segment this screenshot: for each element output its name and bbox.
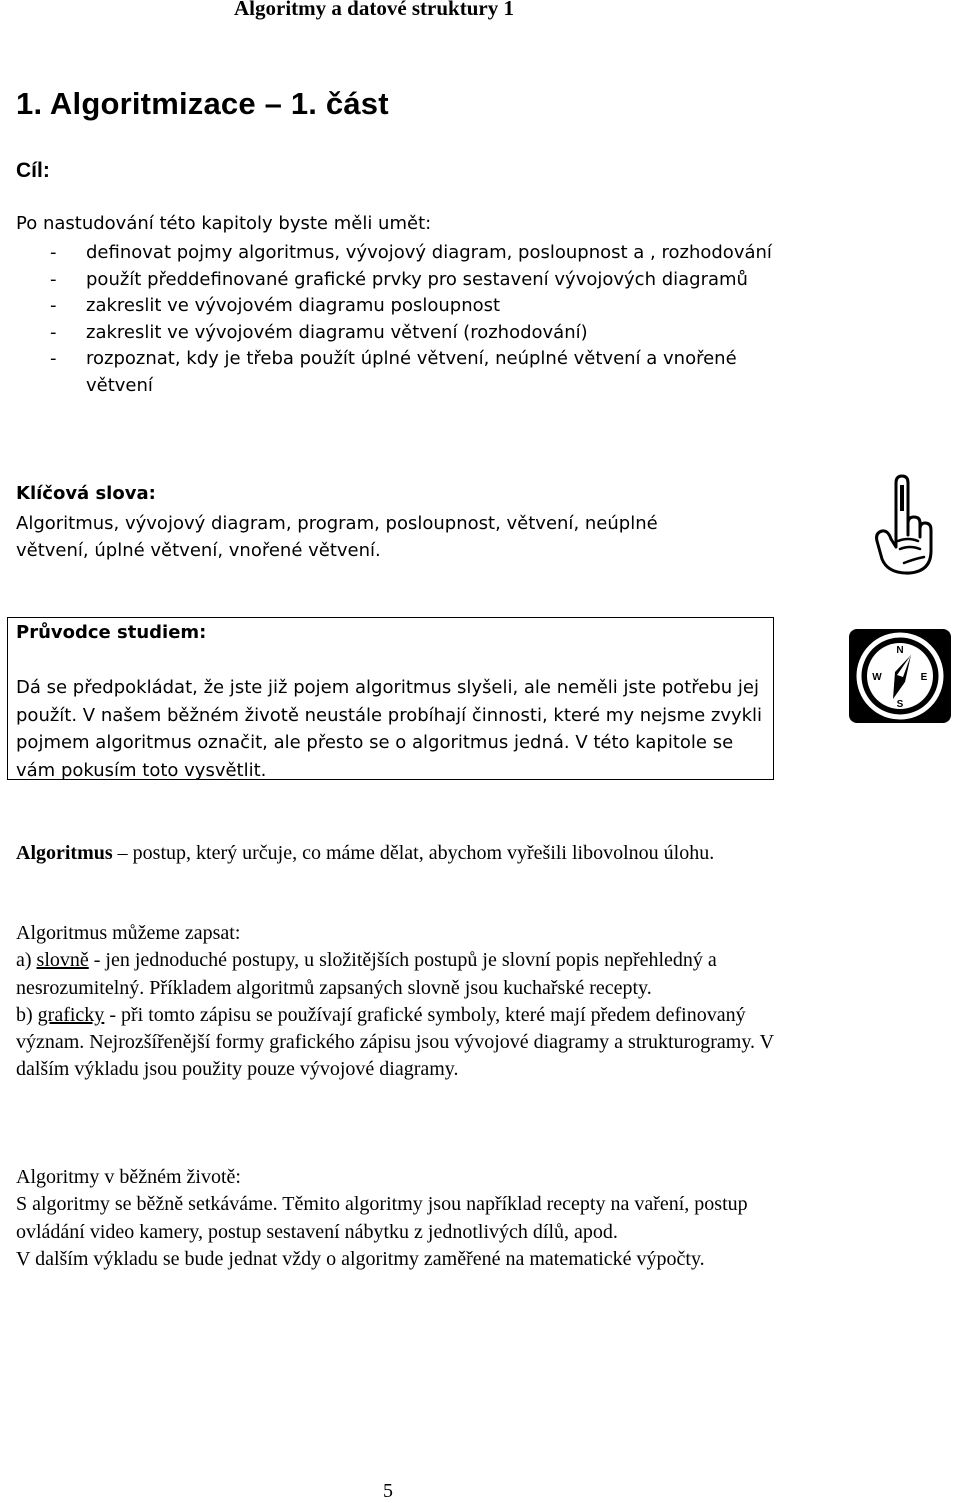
option-b-prefix: b) [16,1003,38,1026]
goal-item-text: zakreslit ve vývojovém diagramu větvení (rozhodování) [86,321,588,343]
goal-item: - definovat pojmy algoritmus, vývojový diagram, posloupnost a , rozhodování [50,242,772,263]
goal-item: - použít předdefinované grafické prvky pro sestavení vývojových diagramů [50,268,748,290]
compass-letter: S [896,699,904,710]
writing-option-a [16,947,776,1002]
compass-icon [847,627,953,725]
definition-text: – postup, který určuje, co máme dělat, abychom vyřešili libovolnou úlohu. [112,842,715,864]
goal-list [0,240,800,400]
writing-option-b [16,1002,776,1084]
goal-item: - zakreslit ve vývojovém diagramu větvení (rozhodování) [50,321,588,343]
study-guide-text: Dá se předpokládat, že jste již pojem algoritmus slyšeli, ale neměli jste potřebu jej použít. V našem běžném životě neustále probíhají činnosti, které my nejsme zvykli pojmem algoritmus označit, ale přesto se o algoritmus jedná. V této kapitole se vám pokusím toto vysvětlit. [16,677,763,781]
everyday-heading: Algoritmy v běžném životě: [16,1166,241,1188]
option-a-prefix: a) [16,949,37,972]
option-a-text: - jen jednoduché postupy, u složitějších postupů je slovní popis nepřehledný a nesrozumitelný. Příkladem algoritmů zapsaných slovně jsou kuchařské recepty. [16,949,717,999]
everyday-paragraph-1: S algoritmy se běžně setkáváme. Těmito algoritmy jsou například recepty na vaření, postup ovládání video kamery, postup sestavení nábytku z jednotlivých dílů, apod. [16,1193,748,1243]
keywords-text: Algoritmus, vývojový diagram, program, posloupnost, větvení, neúplné větvení, úplné větvení, vnořené větvení. [16,513,658,561]
option-b-term: graficky [37,1003,105,1026]
option-a-term: slovně [36,949,89,972]
chapter-title: 1. Algoritmizace – 1. část [16,86,389,121]
everyday-paragraph-2: V dalším výkladu se bude jednat vždy o algoritmy zaměřené na matematické výpočty. [16,1247,705,1270]
goal-label: Cíl: [16,159,50,182]
goal-item-text: rozpoznat, kdy je třeba použít úplné větvení, neúplné větvení a vnořené větvení [86,348,737,396]
goal-item-text: zakreslit ve vývojovém diagramu posloupnost [86,295,501,317]
goal-item-text: definovat pojmy algoritmus, vývojový diagram, posloupnost a , rozhodování [86,242,772,263]
running-header: Algoritmy a datové struktury 1 [234,0,514,20]
study-guide-label: Průvodce studiem: [16,622,207,643]
compass-letter: E [920,672,928,683]
pointing-hand-icon [874,473,936,577]
option-b-text: - při tomto zápisu se používají grafické symboly, které mají předem definovaný význam. Nejrozšířenější formy grafického zápisu jsou vývojové diagramy a strukturogramy. V dalším výkladu jsou použity pouze vývojové diagramy. [16,1003,774,1081]
keywords-label: Klíčová slova: [16,483,156,504]
algorithm-definition [16,840,776,867]
definition-term: Algoritmus [16,842,113,864]
goal-intro: Po nastudování této kapitoly byste měli umět: [16,213,432,234]
compass-letter: N [896,645,904,656]
writing-section [16,920,776,1084]
goal-item-text: použít předdefinované grafické prvky pro sestavení vývojových diagramů [86,268,748,290]
goal-item: - rozpoznat, kdy je třeba použít úplné větvení, neúplné větvení a vnořené větvení [50,348,737,396]
writing-heading: Algoritmus můžeme zapsat: [16,922,241,944]
goal-item: - zakreslit ve vývojovém diagramu posloupnost [50,295,501,317]
everyday-section [16,1164,776,1273]
compass-letter: W [872,672,882,683]
page-number: 5 [383,1480,393,1502]
